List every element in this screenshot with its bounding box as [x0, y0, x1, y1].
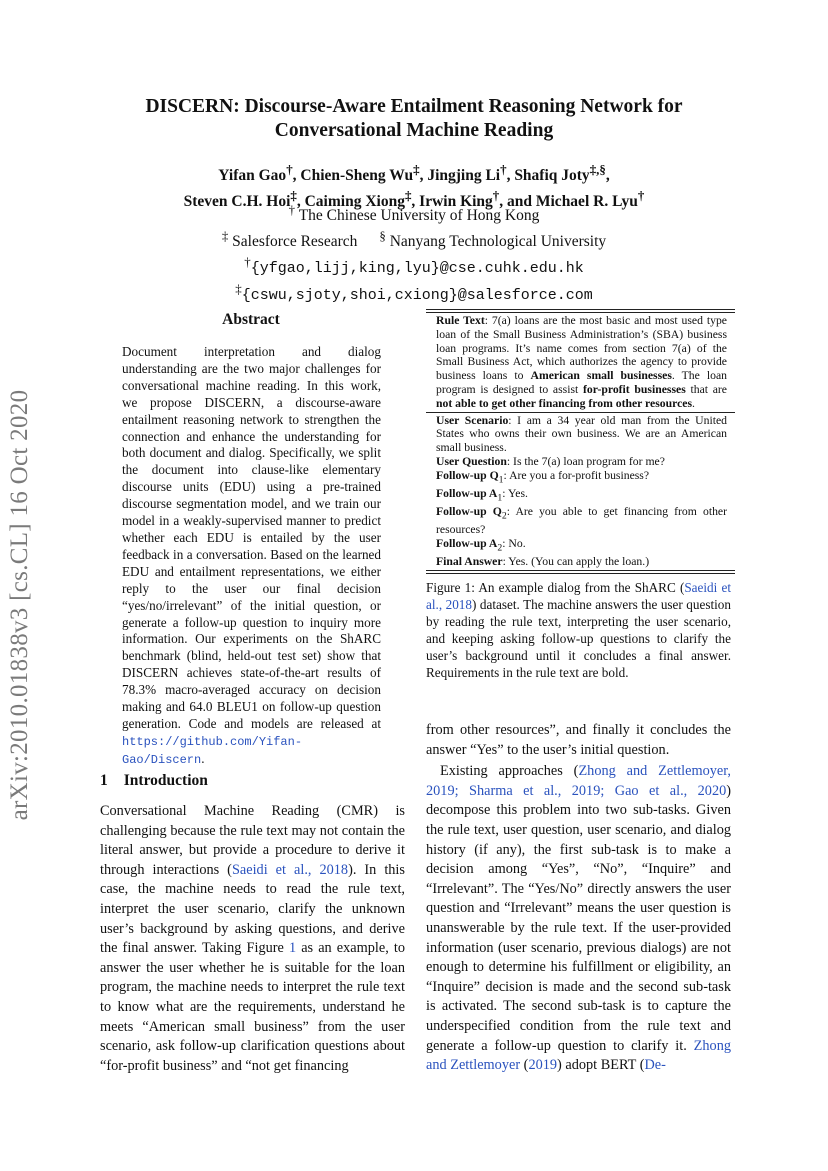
arxiv-stamp: arXiv:2010.01838v3 [cs.CL] 16 Oct 2020	[6, 389, 33, 821]
citation-link[interactable]: De-	[644, 1057, 666, 1074]
right-column-text	[426, 721, 731, 1076]
author: Shafiq Joty‡,§	[514, 162, 606, 185]
citation-link[interactable]: Sharma et al., 2019	[469, 782, 601, 799]
title-line2: Conversational Machine Reading	[274, 120, 554, 141]
citation-link[interactable]: Zhong and Zettlemoyer	[426, 1037, 731, 1074]
intro-paragraph: Conversational Machine Reading (CMR) is challenging because the rule text may not contain the literal answer, but provide a procedure to derive it through interactions (Saeidi et al., 2018). In this case, the machine needs to read the rule text, interpret the user scenario, clarify the unknown user’s background by asking questions, and derive the final answer. Taking Figure 1 as an example, to answer the user whether he is suitable for the loan program, the machine needs to interpret the rule text to know what are the requirements, understand he meets “American small business” from the user scenario, ask follow-up clarification questions about “for-profit business” and “not get financing	[100, 803, 405, 1074]
author: Chien-Sheng Wu‡	[300, 162, 420, 185]
author: Caiming Xiong‡	[304, 188, 412, 211]
figure-dialog	[426, 412, 735, 570]
paper-title	[100, 95, 728, 143]
author: Yifan Gao†	[218, 162, 293, 185]
citation-link[interactable]: Zhong and Zettlemoyer, 2019	[426, 763, 732, 799]
citation-link[interactable]: Saeidi et al., 2018	[231, 861, 349, 878]
citation-link[interactable]: Gao et al., 2020	[614, 782, 727, 799]
figure-1-caption: Figure 1: An example dialog from the ShARC (Saeidi et al., 2018) dataset. The machine answers the user question by reading the rule text, interpreting the user scenario, and keeping asking follow-up questions to clarify the user’s background until it concludes a final answer. Requirements in the rule text are bold.	[426, 580, 732, 680]
email-salesforce[interactable]: ‡{cswu,sjoty,shoi,cxiong}@salesforce.com	[235, 281, 593, 305]
citation-link[interactable]: Saeidi et al., 2018	[426, 580, 732, 612]
affiliation-ntu: § Nanyang Technological University	[379, 228, 607, 251]
author: Irwin King†	[419, 188, 500, 211]
paragraph: from other resources”, and finally it concludes the answer “Yes” to the user’s initial question.	[426, 722, 731, 758]
email-cuhk[interactable]: †{yfgao,lijj,king,lyu}@cse.cuhk.edu.hk	[244, 254, 584, 278]
title-line1: : Discourse-Aware Entailment Reasoning Network for	[233, 96, 683, 117]
final-answer: Final Answer: Yes. (You can apply the loan.)	[436, 555, 650, 569]
author: Jingjing Li†	[427, 162, 507, 185]
section-heading-introduction: 1 Introduction	[100, 772, 208, 789]
user-question: User Question: Is the 7(a) loan program for me?	[436, 454, 665, 468]
follow-up-q2: Follow-up $Q_2$: Are you able to get financing from other resources?	[436, 505, 727, 537]
citation-link[interactable]: 2019	[528, 1057, 558, 1074]
figure-ref-link[interactable]: 1	[288, 940, 297, 957]
figure-1-dialog-example	[426, 309, 735, 574]
affiliation-salesforce: ‡ Salesforce Research	[221, 228, 358, 251]
follow-up-a2: Follow-up $A_2$: No.	[436, 536, 526, 554]
author-list: Yifan Gao†, Chien-Sheng Wu‡, Jingjing Li†, Shafiq Joty‡,§, Steven C.H. Hoi‡, Caiming Xiong‡, Irwin King†, and Michael R. Lyu†	[183, 162, 645, 211]
affiliations	[100, 200, 728, 307]
title-system-name: DISCERN	[145, 96, 234, 117]
follow-up-q1: Follow-up $Q_1$: Are you a for-profit business?	[436, 468, 650, 486]
figure-rule-text: Rule Text: 7(a) loans are the most basic and most used type loan of the Small Business Administration’s (SBA) business loan programs. It’s name comes from section 7(a) of the Small Business Act, which authorizes the agency to provide business loans to American small businesses. The loan program is designed to assist for-profit businesses that are not able to get other financing from other resources.	[436, 314, 727, 410]
user-scenario: User Scenario: I am a 34 year old man from the United States who owns their own business. We are an American small business.	[436, 413, 727, 455]
abstract-body: Document interpretation and dialog understanding are the two major challenges for conversational machine reading. In this work, we propose DISCERN, a discourse-aware entailment reasoning network to strengthen the connection and enhance the understanding for both document and dialog. Specifically, we split the document into clause-like elementary discourse units (EDU) using a pre-trained discourse segmentation model, and we train our model in a weakly-supervised manner to predict whether each EDU is entailed by the user feedback in a conversation. Based on the learned EDU and entailment representations, we either reply to the user our final decision “yes/no/irrelevant” of the initial question, or generate a follow-up question to inquiry more information. Our experiments on the ShARC benchmark (blind, held-out test set) show that DISCERN achieves state-of-the-art results of 78.3% macro-averaged accuracy on decision making and 64.0 BLEU1 on follow-up question generation. Code and models are released at https://github.com/Yifan-Gao/Discern.	[122, 344, 381, 767]
author: Michael R. Lyu†	[535, 188, 645, 211]
code-link[interactable]: https://github.com/Yifan-Gao/Discern	[122, 734, 303, 767]
follow-up-a1: Follow-up $A_1$: Yes.	[436, 486, 528, 504]
author: Steven C.H. Hoi‡	[183, 188, 297, 211]
abstract-heading: Abstract	[222, 311, 280, 328]
paragraph: Existing approaches (Zhong and Zettlemoyer, 2019; Sharma et al., 2019; Gao et al., 2020) decompose this problem into two sub-tasks. Given the rule text, user question, user scenario, and dialog history (if any), the first sub-task is to make a decision among “Yes”, “No”, “Inquire” and “Irrelevant”. The “Yes/No” directly answers the user question and “Irrelevant” means the user question is unanswerable by the rule text. If the user-provided information (user scenario, previous dialogs) are not enough to determine his fulfillment or eligibility, an “Inquire” decision is made and the second sub-task is activated. The second sub-task is to capture the underspecified condition from the rule text and generate a follow-up question to clarify it. Zhong and Zettlemoyer (2019) adopt BERT (De-	[426, 763, 732, 1074]
affiliation-cuhk: † The Chinese University of Hong Kong	[288, 202, 540, 225]
